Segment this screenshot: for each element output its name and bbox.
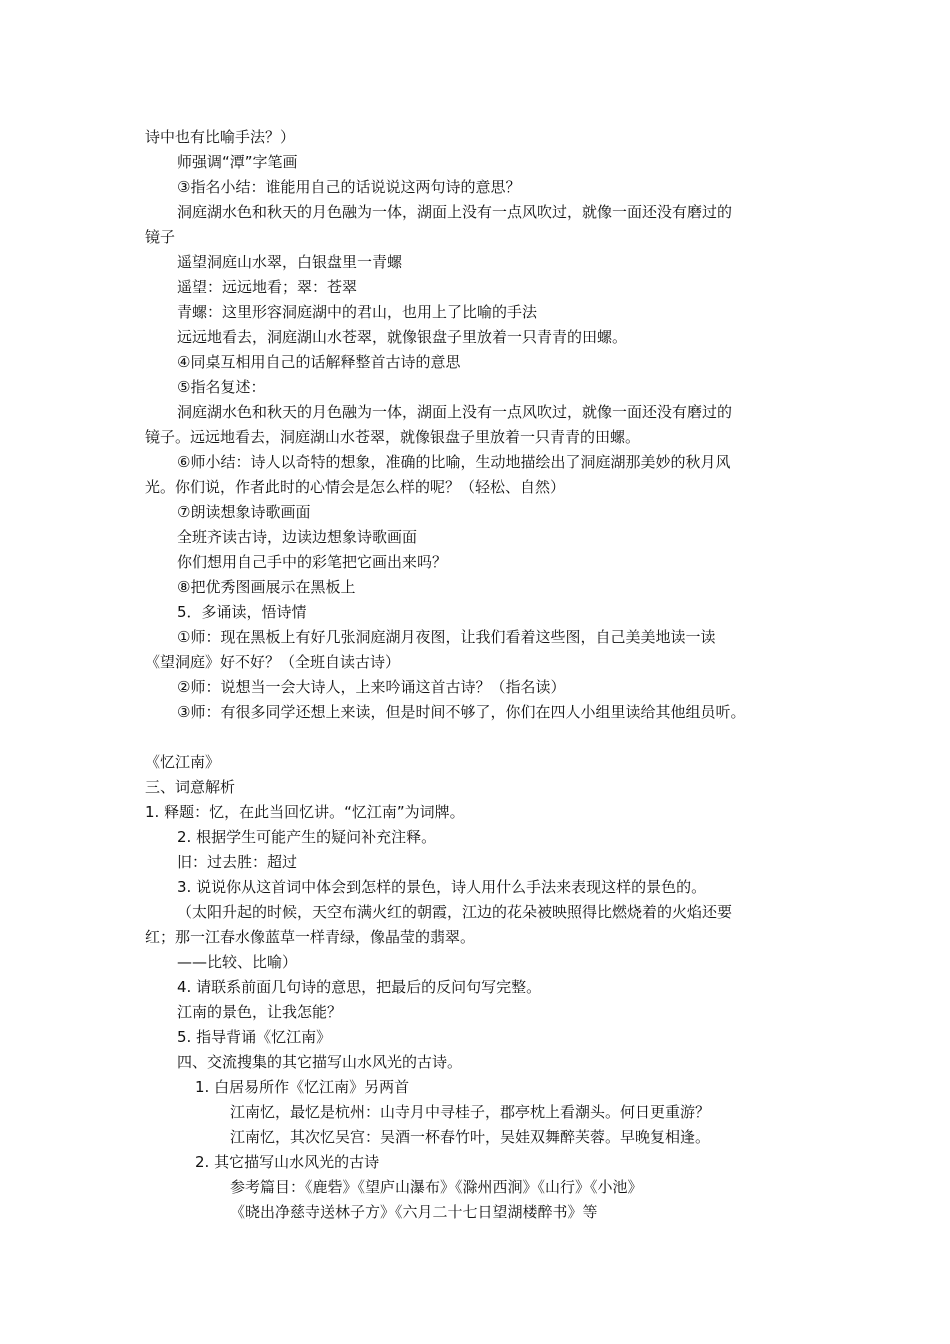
- text-line: 遥望：远远地看；翠：苍翠: [177, 278, 358, 296]
- text-line: 全班齐读古诗，边读边想象诗歌画面: [177, 528, 418, 546]
- text-line: ④同桌互相用自己的话解释整首古诗的意思: [177, 353, 461, 371]
- text-line: 1. 释题：忆，在此当回忆讲。“忆江南”为词牌。: [145, 803, 465, 821]
- text-line: 远远地看去，洞庭湖山水苍翠，就像银盘子里放着一只青青的田螺。: [177, 328, 628, 346]
- text-line: 诗中也有比喻手法？）: [145, 128, 296, 146]
- text-line: 镜子: [145, 228, 176, 246]
- text-line: 5. 指导背诵《忆江南》: [177, 1028, 332, 1046]
- text-line: 《晓出净慈寺送林子方》《六月二十七日望湖楼醉书》等: [230, 1203, 598, 1221]
- text-line: （太阳升起的时候，天空布满火红的朝霞，江边的花朵被映照得比燃烧着的火焰还要: [177, 903, 733, 921]
- text-line: 洞庭湖水色和秋天的月色融为一体，湖面上没有一点风吹过，就像一面还没有磨过的: [177, 203, 733, 221]
- text-line: 江南忆，最忆是杭州：山寺月中寻桂子，郡亭枕上看潮头。何日更重游？: [230, 1103, 711, 1121]
- text-line: 江南忆，其次忆吴宫：吴酒一杯春竹叶，吴娃双舞醉芙蓉。早晚复相逢。: [230, 1128, 711, 1146]
- text-line: ③指名小结：谁能用自己的话说说这两句诗的意思？: [177, 178, 521, 196]
- text-line: ①师：现在黑板上有好几张洞庭湖月夜图，让我们看着这些图，自己美美地读一读: [177, 628, 716, 646]
- text-line: 4. 请联系前面几句诗的意思，把最后的反问句写完整。: [177, 978, 542, 996]
- text-line: 镜子。远远地看去，洞庭湖山水苍翠，就像银盘子里放着一只青青的田螺。: [145, 428, 641, 446]
- text-line: 洞庭湖水色和秋天的月色融为一体，湖面上没有一点风吹过，就像一面还没有磨过的: [177, 403, 733, 421]
- text-line: 遥望洞庭山水翠，白银盘里一青螺: [177, 253, 403, 271]
- text-line: ③师：有很多同学还想上来读，但是时间不够了，你们在四人小组里读给其他组员听。: [177, 703, 746, 721]
- text-line: ②师：说想当一会大诗人，上来吟诵这首古诗？（指名读）: [177, 678, 566, 696]
- text-line: 3. 说说你从这首词中体会到怎样的景色，诗人用什么手法来表现这样的景色的。: [177, 878, 707, 896]
- text-line: ——比较、比喻）: [177, 953, 298, 971]
- section-title: 《忆江南》: [145, 753, 221, 771]
- text-line: 光。你们说，作者此时的心情会是怎么样的呢？（轻松、自然）: [145, 478, 566, 496]
- text-line: 《望洞庭》好不好？（全班自读古诗）: [145, 653, 401, 671]
- text-line: 2. 根据学生可能产生的疑问补充注释。: [177, 828, 437, 846]
- text-line: 参考篇目：《鹿砦》《望庐山瀑布》《滁州西涧》《山行》《小池》: [230, 1178, 643, 1196]
- text-line: 江南的景色，让我怎能？: [177, 1003, 343, 1021]
- text-line: 2. 其它描写山水风光的古诗: [195, 1153, 380, 1171]
- text-line: 青螺：这里形容洞庭湖中的君山，也用上了比喻的手法: [177, 303, 538, 321]
- text-line: ⑦朗读想象诗歌画面: [177, 503, 311, 521]
- text-line: ⑥师小结：诗人以奇特的想象，准确的比喻，生动地描绘出了洞庭湖那美妙的秋月风: [177, 453, 731, 471]
- section-heading: 四、交流搜集的其它描写山水风光的古诗。: [177, 1053, 463, 1071]
- text-line: 红；那一江春水像蓝草一样青绿，像晶莹的翡翠。: [145, 928, 476, 946]
- text-line: 旧：过去胜：超过: [177, 853, 298, 871]
- text-line: 5．多诵读，悟诗情: [177, 603, 307, 621]
- text-line: 你们想用自己手中的彩笔把它画出来吗？: [177, 553, 448, 571]
- text-line: ⑤指名复述：: [177, 378, 266, 396]
- text-line: 1. 白居易所作《忆江南》另两首: [195, 1078, 410, 1096]
- section-heading: 三、词意解析: [145, 778, 236, 796]
- text-line: 师强调“潭”字笔画: [177, 153, 298, 171]
- text-line: ⑧把优秀图画展示在黑板上: [177, 578, 356, 596]
